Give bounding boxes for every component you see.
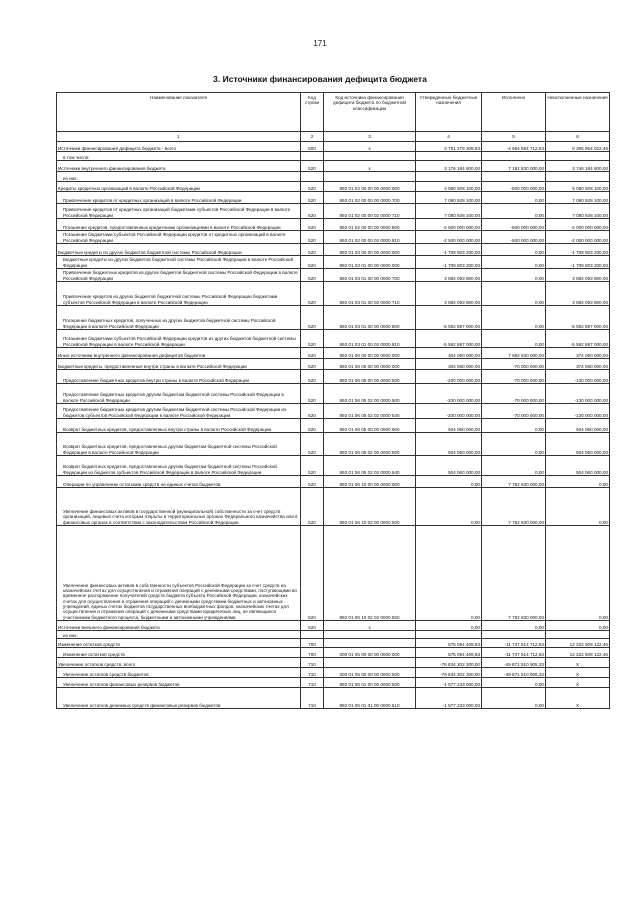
row-approved: -76 834 302 300,00 bbox=[440, 661, 480, 667]
row-approved: 0,00 bbox=[471, 481, 480, 487]
row-line-code: 520 bbox=[308, 481, 316, 487]
row-source-code: 892 01 03 01 00 00 0000 700 bbox=[339, 275, 400, 281]
row-name: Источники внутреннего финансирования бюджета bbox=[58, 165, 166, 171]
table-row bbox=[57, 348, 610, 359]
row-executed: -11 747 514 712,63 bbox=[504, 641, 544, 647]
row-line-code: 520 bbox=[308, 377, 316, 383]
table-row bbox=[57, 306, 610, 330]
row-line-code: 520 bbox=[308, 519, 316, 525]
row-approved: 0,00 bbox=[471, 614, 480, 620]
row-line-code: 520 bbox=[308, 397, 316, 403]
row-line-code: 520 bbox=[308, 249, 316, 255]
row-approved: -1 577 233 000,00 bbox=[442, 681, 480, 687]
row-approved: 4 580 928 100,00 bbox=[444, 185, 480, 191]
row-name: Предоставление бюджетных кредитов внутри страны в валюте Российской Федерации bbox=[63, 377, 250, 383]
row-unexecuted: 374 060 000,00 bbox=[576, 363, 608, 369]
row-name: Погашение кредитов, предоставленных кредитными организациями в валюте Российской Федерации bbox=[63, 224, 281, 230]
row-line-code: 620 bbox=[308, 624, 316, 630]
row-executed: 0,00 bbox=[535, 249, 544, 255]
row-approved: -200 000 000,00 bbox=[446, 397, 480, 403]
row-unexecuted: X bbox=[575, 671, 580, 677]
row-source-code: 892 01 06 10 00 00 0000 000 bbox=[339, 481, 400, 487]
row-executed: 7 762 830 000,00 bbox=[508, 614, 544, 620]
row-unexecuted: 12 322 609 122,46 bbox=[569, 651, 608, 657]
header-executed: Исполнено bbox=[482, 93, 546, 132]
row-source-code: 892 01 06 05 00 00 0000 000 bbox=[339, 363, 400, 369]
row-executed: -49 871 510 905,33 bbox=[504, 661, 544, 667]
table-row bbox=[57, 269, 610, 282]
row-source-code: 892 01 06 05 02 02 0000 540 bbox=[339, 412, 400, 418]
row-unexecuted: -130 000 000,00 bbox=[574, 412, 608, 418]
section-title: 3. Источники финансирования дефицита бюджета bbox=[213, 74, 427, 84]
row-executed: 0,00 bbox=[535, 449, 544, 455]
row-line-code: 520 bbox=[308, 614, 316, 620]
row-unexecuted: 0,00 bbox=[599, 481, 608, 487]
row-approved: 0,00 bbox=[471, 624, 480, 630]
table-row bbox=[57, 172, 610, 182]
row-name: Бюджетные кредиты, предоставленные внутри страны в валюте Российской Федерации bbox=[58, 363, 247, 369]
table-row bbox=[57, 476, 610, 488]
row-line-code: 710 bbox=[308, 702, 316, 708]
row-unexecuted: -5 592 897 000,00 bbox=[570, 323, 608, 329]
row-source-code: 892 01 03 01 00 00 0000 800 bbox=[339, 323, 400, 329]
row-unexecuted: -130 000 000,00 bbox=[574, 377, 608, 383]
row-approved: 575 094 409,83 bbox=[448, 641, 480, 647]
row-source-code: 892 01 05 01 00 00 0000 500 bbox=[339, 681, 400, 687]
row-name: из них: bbox=[63, 175, 78, 181]
row-approved: 3 176 184 900,00 bbox=[444, 165, 480, 171]
row-approved: -5 592 897 000,00 bbox=[442, 341, 480, 347]
row-name: Изменение остатков средств bbox=[58, 641, 120, 647]
table-row bbox=[57, 433, 610, 456]
row-approved: -5 592 897 000,00 bbox=[442, 323, 480, 329]
row-unexecuted: 5 080 928 100,00 bbox=[572, 185, 608, 191]
header-name: Наименование показателя bbox=[57, 93, 301, 132]
row-name: Привлечение кредитов от кредитных организаций в валюте Российской Федерации bbox=[63, 197, 242, 203]
row-unexecuted: 7 080 928 100,00 bbox=[572, 197, 608, 203]
row-name: Увеличение финансовых активов в государственной (муниципальной) собственности за счет средств организаций, лицевые счета которым открыты в территориальных органах Федерального казначейства или в финансовых органах в соответствии с законодательством Российской Федерации bbox=[63, 509, 298, 525]
col-number: 2 bbox=[301, 132, 324, 142]
col-number: 5 bbox=[482, 132, 546, 142]
row-source-code: 892 01 06 05 02 02 0000 640 bbox=[339, 469, 400, 475]
row-unexecuted: 3 884 093 800,00 bbox=[572, 299, 608, 305]
row-line-code: 520 bbox=[308, 449, 316, 455]
row-unexecuted: 504 060 000,00 bbox=[576, 469, 608, 475]
row-unexecuted: -130 000 000,00 bbox=[574, 397, 608, 403]
row-line-code: 520 bbox=[308, 275, 316, 281]
row-name: Изменение остатков средств bbox=[63, 651, 125, 657]
row-unexecuted: X bbox=[575, 702, 580, 708]
row-unexecuted: -1 708 803 200,00 bbox=[570, 262, 608, 268]
table-row bbox=[57, 404, 610, 419]
row-approved: 304 060 000,00 bbox=[448, 363, 480, 369]
row-unexecuted: -5 592 897 000,00 bbox=[570, 341, 608, 347]
page-number: 171 bbox=[313, 39, 327, 48]
row-source-code: 892 01 03 01 00 00 0000 000 bbox=[339, 262, 400, 268]
row-name: Источники внешнего финансирования бюджета bbox=[58, 624, 160, 630]
row-line-code: 520 bbox=[308, 224, 316, 230]
row-unexecuted: 3 884 093 800,00 bbox=[572, 275, 608, 281]
row-source-code: 892 01 06 10 02 02 0000 550 bbox=[339, 614, 400, 620]
row-name: Кредиты кредитных организаций в валюте Российской Федерации bbox=[58, 185, 200, 191]
row-executed: -500 000 000,00 bbox=[510, 237, 544, 243]
table-row bbox=[57, 668, 610, 678]
table-row bbox=[57, 152, 610, 161]
row-line-code: 700 bbox=[308, 651, 316, 657]
row-name: Иные источники внутреннего финансирования дефицитов бюджетов bbox=[58, 352, 206, 358]
row-unexecuted: X bbox=[575, 681, 580, 687]
row-executed: 0,00 bbox=[535, 212, 544, 218]
row-source-code: 892 01 02 00 00 02 0000 710 bbox=[339, 212, 400, 218]
row-approved: 3 751 279 309,83 bbox=[444, 145, 480, 151]
row-unexecuted: 504 060 000,00 bbox=[576, 426, 608, 432]
row-source-code: 892 01 06 05 02 00 0000 500 bbox=[339, 397, 400, 403]
row-executed: 0,00 bbox=[535, 299, 544, 305]
row-name: Погашение бюджетных кредитов, полученных из других бюджетов бюджетной системы Российской Федерации в валюте Российской Федерации bbox=[63, 318, 276, 329]
row-name: Увеличение остатков средств бюджетов bbox=[63, 671, 149, 677]
row-source-code: 892 01 02 00 00 00 0000 800 bbox=[339, 224, 400, 230]
row-name: Привлечение кредитов от кредитных организаций бюджетами субъектов Российской Федерации в валюте Российской Федерации bbox=[63, 207, 291, 218]
row-name: Возврат бюджетных кредитов, предоставленных внутри страны в валюте Российской Федерации bbox=[63, 426, 272, 432]
row-approved: 304 060 000,00 bbox=[448, 352, 480, 358]
row-executed: -500 000 000,00 bbox=[510, 185, 544, 191]
financing-sources-table bbox=[56, 92, 610, 709]
row-approved: 504 060 000,00 bbox=[448, 426, 480, 432]
row-approved: 504 060 000,00 bbox=[448, 469, 480, 475]
row-unexecuted: 12 322 609 122,46 bbox=[569, 641, 608, 647]
row-source-code: 892 01 02 00 00 02 0000 810 bbox=[339, 237, 400, 243]
table-row bbox=[57, 219, 610, 231]
row-source-code: 892 01 06 05 00 00 0000 500 bbox=[339, 377, 400, 383]
row-unexecuted: X bbox=[575, 661, 580, 667]
row-unexecuted: 7 080 928 100,00 bbox=[572, 212, 608, 218]
header-approved: Утвержденные бюджетные назначения bbox=[416, 93, 482, 132]
row-executed: -49 871 510 905,33 bbox=[504, 671, 544, 677]
row-source-code: 892 01 03 01 00 02 0000 710 bbox=[339, 299, 400, 305]
row-source-code: 892 01 03 01 00 02 0000 810 bbox=[339, 341, 400, 347]
row-executed: 0,00 bbox=[535, 681, 544, 687]
row-name: Погашение бюджетами субъектов Российской Федерации кредитов от кредитных организаций в валюте Российской Федерации bbox=[63, 232, 286, 243]
row-line-code: 520 bbox=[308, 185, 316, 191]
row-source-code: 892 01 02 00 00 00 0000 700 bbox=[339, 197, 400, 203]
row-name: Возврат бюджетных кредитов, предоставленных другим бюджетам бюджетной системы Российской Федерации в валюте Российской Федерации bbox=[63, 444, 277, 455]
table-row bbox=[57, 231, 610, 244]
row-approved: -1 708 803 200,00 bbox=[442, 262, 480, 268]
table-row bbox=[57, 648, 610, 658]
row-approved: -76 834 302 300,00 bbox=[440, 671, 480, 677]
row-source-code: 892 01 06 10 02 00 0000 500 bbox=[339, 519, 400, 525]
row-approved: 7 080 928 100,00 bbox=[444, 212, 480, 218]
row-executed: -500 000 000,00 bbox=[510, 224, 544, 230]
row-name: Возврат бюджетных кредитов, предоставленных другим бюджетам бюджетной системы Российской Федерации из бюджетов субъектов Российской Федерации в валюте Российской Федерации bbox=[63, 464, 277, 475]
row-executed: 7 692 830 000,00 bbox=[508, 352, 544, 358]
row-source-code: 000 01 05 00 00 00 0000 000 bbox=[339, 651, 400, 657]
row-executed: 0,00 bbox=[535, 426, 544, 432]
row-executed: 0,00 bbox=[535, 275, 544, 281]
row-name: Увеличение остатков финансовых резервов бюджетов bbox=[63, 681, 180, 687]
row-line-code: 520 bbox=[308, 262, 316, 268]
col-number: 6 bbox=[546, 132, 610, 142]
table-row bbox=[57, 359, 610, 370]
row-unexecuted: 0,00 bbox=[599, 519, 608, 525]
row-line-code: 710 bbox=[308, 671, 316, 677]
row-line-code: 520 bbox=[308, 426, 316, 432]
row-line-code: 520 bbox=[308, 165, 316, 171]
row-unexecuted: 504 060 000,00 bbox=[576, 449, 608, 455]
table-row bbox=[57, 384, 610, 404]
row-approved: -200 000 000,00 bbox=[446, 377, 480, 383]
row-source-code: 892 01 06 05 00 00 0000 600 bbox=[339, 426, 400, 432]
row-approved: -200 000 000,00 bbox=[446, 412, 480, 418]
row-source-code: x bbox=[368, 624, 371, 630]
row-approved: -2 500 000 000,00 bbox=[442, 237, 480, 243]
row-name: Источники финансирования дефицита бюджета - всего bbox=[58, 145, 177, 151]
row-line-code: 500 bbox=[308, 145, 316, 151]
row-executed: 7 192 830 000,00 bbox=[508, 165, 544, 171]
row-executed: 7 762 830 000,00 bbox=[508, 481, 544, 487]
table-row bbox=[57, 658, 610, 668]
row-name: Бюджетные кредиты из других бюджетов бюджетной системы Российской Федерации bbox=[58, 249, 242, 255]
row-source-code: x bbox=[368, 165, 371, 171]
row-line-code: 520 bbox=[308, 469, 316, 475]
row-name: Бюджетные кредиты из других бюджетов бюджетной системы Российской Федерации в валюте Российской Федерации bbox=[63, 257, 294, 268]
table-row bbox=[57, 639, 610, 648]
row-executed: 0,00 bbox=[535, 624, 544, 630]
row-name: в том числе: bbox=[63, 154, 90, 160]
table-row bbox=[57, 631, 610, 639]
col-number: 4 bbox=[416, 132, 482, 142]
row-executed: 0,00 bbox=[535, 197, 544, 203]
col-number: 1 bbox=[57, 132, 301, 142]
header-source-code: Код источника финансирования дефицита бюджета по бюджетной классификации bbox=[324, 93, 416, 132]
table-row bbox=[57, 161, 610, 172]
row-line-code: 520 bbox=[308, 212, 316, 218]
row-executed: 0,00 bbox=[535, 323, 544, 329]
row-executed: -70 000 000,00 bbox=[513, 363, 544, 369]
row-executed: -11 747 514 712,63 bbox=[504, 651, 544, 657]
row-approved: -1 708 803 200,00 bbox=[442, 249, 480, 255]
row-executed: -70 000 000,00 bbox=[513, 397, 544, 403]
row-name: Предоставление бюджетных кредитов другим бюджетам бюджетной системы Российской Федерации в валюте Российской Федерации bbox=[63, 392, 284, 403]
row-unexecuted: 374 060 000,00 bbox=[576, 352, 608, 358]
row-source-code: 892 01 02 00 00 00 0000 000 bbox=[339, 185, 400, 191]
row-name: Увеличение остатков денежных средств финансовых резервов бюджетов bbox=[63, 702, 221, 708]
row-line-code: 520 bbox=[308, 323, 316, 329]
table-row bbox=[57, 330, 610, 348]
row-executed: 0,00 bbox=[535, 469, 544, 475]
row-name: из них: bbox=[63, 632, 78, 638]
row-name: Привлечение кредитов из других бюджетов бюджетной системы Российской Федерации бюджетами субъектов Российской Федерации в валюте Российской Федерации bbox=[63, 294, 278, 305]
row-approved: 7 080 928 100,00 bbox=[444, 197, 480, 203]
table-row bbox=[57, 192, 610, 204]
table-row bbox=[57, 621, 610, 631]
row-line-code: 710 bbox=[308, 661, 316, 667]
row-line-code: 710 bbox=[308, 681, 316, 687]
row-line-code: 520 bbox=[308, 237, 316, 243]
row-line-code: 700 bbox=[308, 641, 316, 647]
row-approved: 504 060 000,00 bbox=[448, 449, 480, 455]
row-name: Погашение бюджетами субъектов Российской Федерации кредитов из других бюджетов бюджетной системы Российской Федерации в валюте Российской Федерации bbox=[63, 336, 296, 347]
row-unexecuted: -2 000 000 000,00 bbox=[570, 224, 608, 230]
header-line-code: Код строки bbox=[301, 93, 324, 132]
table-row bbox=[57, 526, 610, 621]
row-unexecuted: -2 000 000 000,00 bbox=[570, 237, 608, 243]
row-executed: -4 554 684 712,63 bbox=[506, 145, 544, 151]
row-name: Предоставление бюджетных кредитов другим бюджетам бюджетной системы Российской Федерации из бюджетов субъектов Российской Федерации в валюте Российской Федерации bbox=[63, 407, 287, 418]
table-row bbox=[57, 488, 610, 526]
row-unexecuted: 0,00 bbox=[599, 624, 608, 630]
table-row bbox=[57, 370, 610, 384]
row-executed: -70 000 000,00 bbox=[513, 377, 544, 383]
row-source-code: 892 01 06 05 02 00 0000 600 bbox=[339, 449, 400, 455]
col-number: 3 bbox=[324, 132, 416, 142]
table-row bbox=[57, 142, 610, 152]
row-source-code: x bbox=[368, 145, 371, 151]
table-row bbox=[57, 419, 610, 433]
row-name: Привлечение бюджетных кредитов из других бюджетов бюджетной системы Российской Федерации в валюте Российской Федерации bbox=[63, 270, 298, 281]
header-unexecuted: Неисполненные назначения bbox=[546, 93, 610, 132]
row-name: Операции по управлению остатками средств на единых счетах бюджетов bbox=[63, 481, 221, 487]
row-unexecuted: -1 708 803 200,00 bbox=[570, 249, 608, 255]
row-source-code: 892 01 03 00 00 00 0000 000 bbox=[339, 249, 400, 255]
row-name: Увеличение остатков средств, всего bbox=[58, 661, 136, 667]
row-line-code: 520 bbox=[308, 352, 316, 358]
row-unexecuted: 0,00 bbox=[599, 614, 608, 620]
row-executed: 7 762 830 000,00 bbox=[508, 519, 544, 525]
row-approved: -1 577 233 000,00 bbox=[442, 702, 480, 708]
row-name: Увеличение финансовых активов в собственности субъектов Российской Федерации за счет средств на казначейских счетах для осуществления и отражения операций с денежными средствами, поступающими во временное распоряжение получателей средств бюджета субъекта Российской Федерации, казначейских счетах для осуществления и отражения операций с денежными средствами бюджетных и автономных учреждений, единых счетах бюджетов государственных внебюджетных фондов, казначейских счетах для осуществления и отражения операций с денежными средствами юридических лиц, не являющихся участниками бюджетного процесса, бюджетными и автономными учреждениями bbox=[63, 582, 297, 620]
row-line-code: 520 bbox=[308, 341, 316, 347]
row-unexecuted: 3 746 184 900,00 bbox=[572, 165, 608, 171]
row-source-code: 892 01 05 01 01 00 0000 510 bbox=[339, 702, 400, 708]
row-line-code: 520 bbox=[308, 412, 316, 418]
table-row bbox=[57, 456, 610, 476]
row-line-code: 520 bbox=[308, 299, 316, 305]
table-row bbox=[57, 256, 610, 269]
row-approved: 0,00 bbox=[471, 519, 480, 525]
row-line-code: 520 bbox=[308, 363, 316, 369]
row-executed: -70 000 000,00 bbox=[513, 412, 544, 418]
row-executed: 0,00 bbox=[535, 341, 544, 347]
table-row bbox=[57, 688, 610, 709]
row-source-code: 892 01 06 00 00 00 0000 000 bbox=[339, 352, 400, 358]
row-source-code: 000 01 05 00 00 00 0000 500 bbox=[339, 671, 400, 677]
table-row bbox=[57, 204, 610, 219]
row-approved: 3 884 093 800,00 bbox=[444, 299, 480, 305]
table-row bbox=[57, 182, 610, 192]
row-approved: 575 094 409,83 bbox=[448, 651, 480, 657]
table-row bbox=[57, 244, 610, 256]
row-executed: 0,00 bbox=[535, 262, 544, 268]
row-line-code: 520 bbox=[308, 197, 316, 203]
table-row bbox=[57, 282, 610, 306]
row-executed: 0,00 bbox=[535, 702, 544, 708]
row-approved: -2 500 000 000,00 bbox=[442, 224, 480, 230]
row-unexecuted: 8 305 964 022,46 bbox=[572, 145, 608, 151]
table-row bbox=[57, 678, 610, 688]
row-approved: 3 884 093 800,00 bbox=[444, 275, 480, 281]
